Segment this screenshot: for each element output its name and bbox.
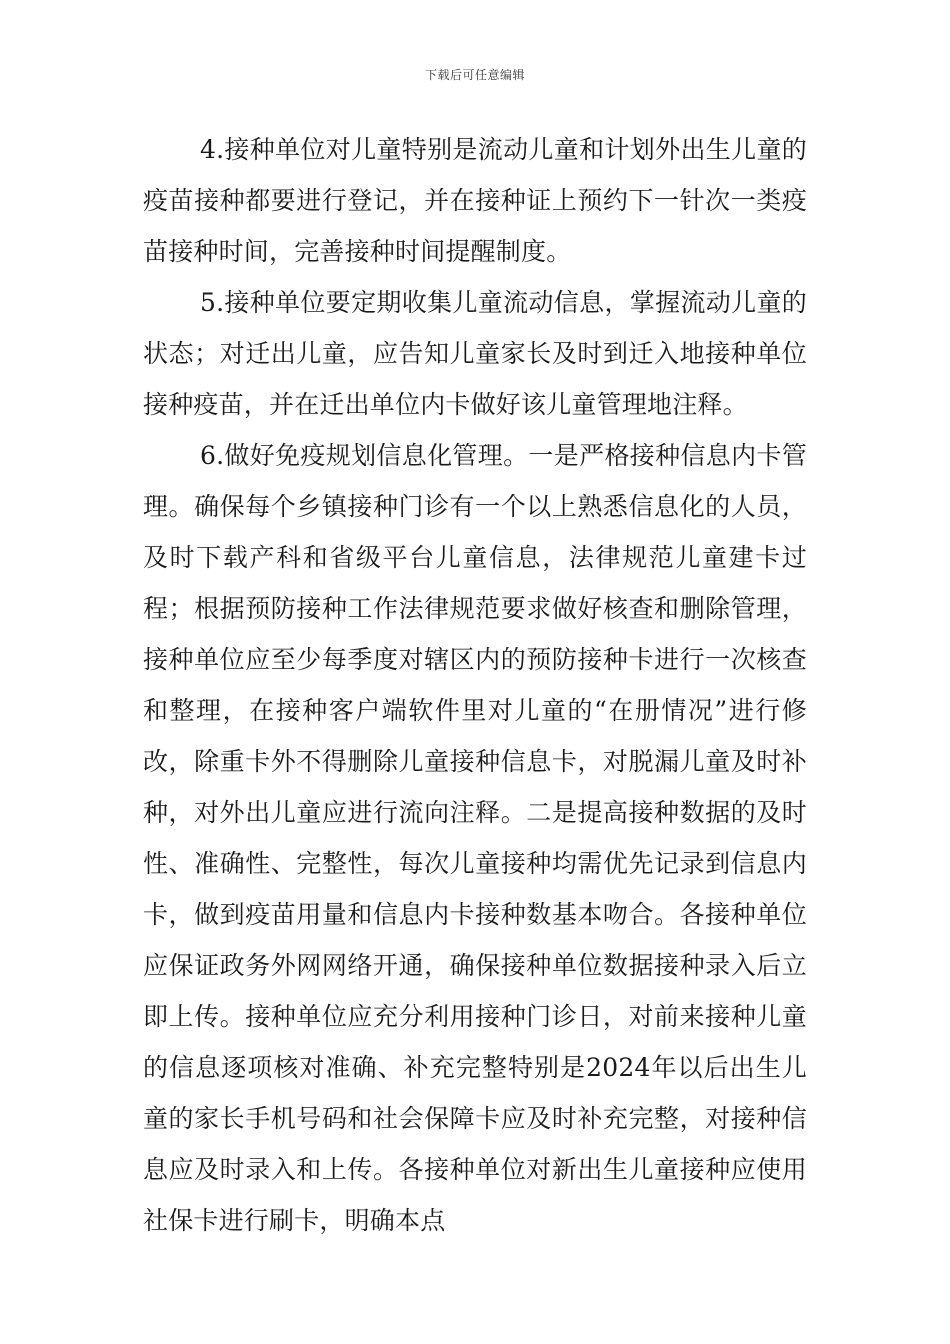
paragraph-5: 5.接种单位要定期收集儿童流动信息，掌握流动儿童的状态；对迁出儿童，应告知儿童家长及时到迁入地接种单位接种疫苗，并在迁出单位内卡做好该儿童管理地注释。 — [143, 288, 807, 419]
paragraph-4: 4.接种单位对儿童特别是流动儿童和计划外出生儿童的疫苗接种都要进行登记，并在接种证上预约下一针次一类疫苗接种时间，完善接种时间提醒制度。 — [143, 135, 807, 266]
paragraph-6: 6.做好免疫规划信息化管理。一是严格接种信息内卡管理。确保每个乡镇接种门诊有一个以上熟悉信息化的人员，及时下载产科和省级平台儿童信息，法律规范儿童建卡过程；根据预防接种工作法律规范要求做好核查和删除管理，接种单位应至少每季度对辖区内的预防接种卡进行一次核查和整理，在接种客户端软件里对儿童的“在册情况”进行修改，除重卡外不得删除儿童接种信息卡，对脱漏儿童及时补种，对外出儿童应进行流向注释。二是提高接种数据的及时性、准确性、完整性，每次儿童接种均需优先记录到信息内卡，做到疫苗用量和信息内卡接种数基本吻合。各接种单位应保证政务外网网络开通，确保接种单位数据接种录入后立即上传。接种单位应充分利用接种门诊日，对前来接种儿童的信息逐项核对准确、补充完整特别是2024年以后出生儿童的家长手机号码和社会保障卡应及时补充完整，对接种信息应及时录入和上传。各接种单位对新出生儿童接种应使用社保卡进行刷卡，明确本点 — [143, 441, 807, 1235]
document-body — [143, 124, 807, 1246]
page-header-note: 下载后可任意编辑 — [424, 68, 525, 82]
